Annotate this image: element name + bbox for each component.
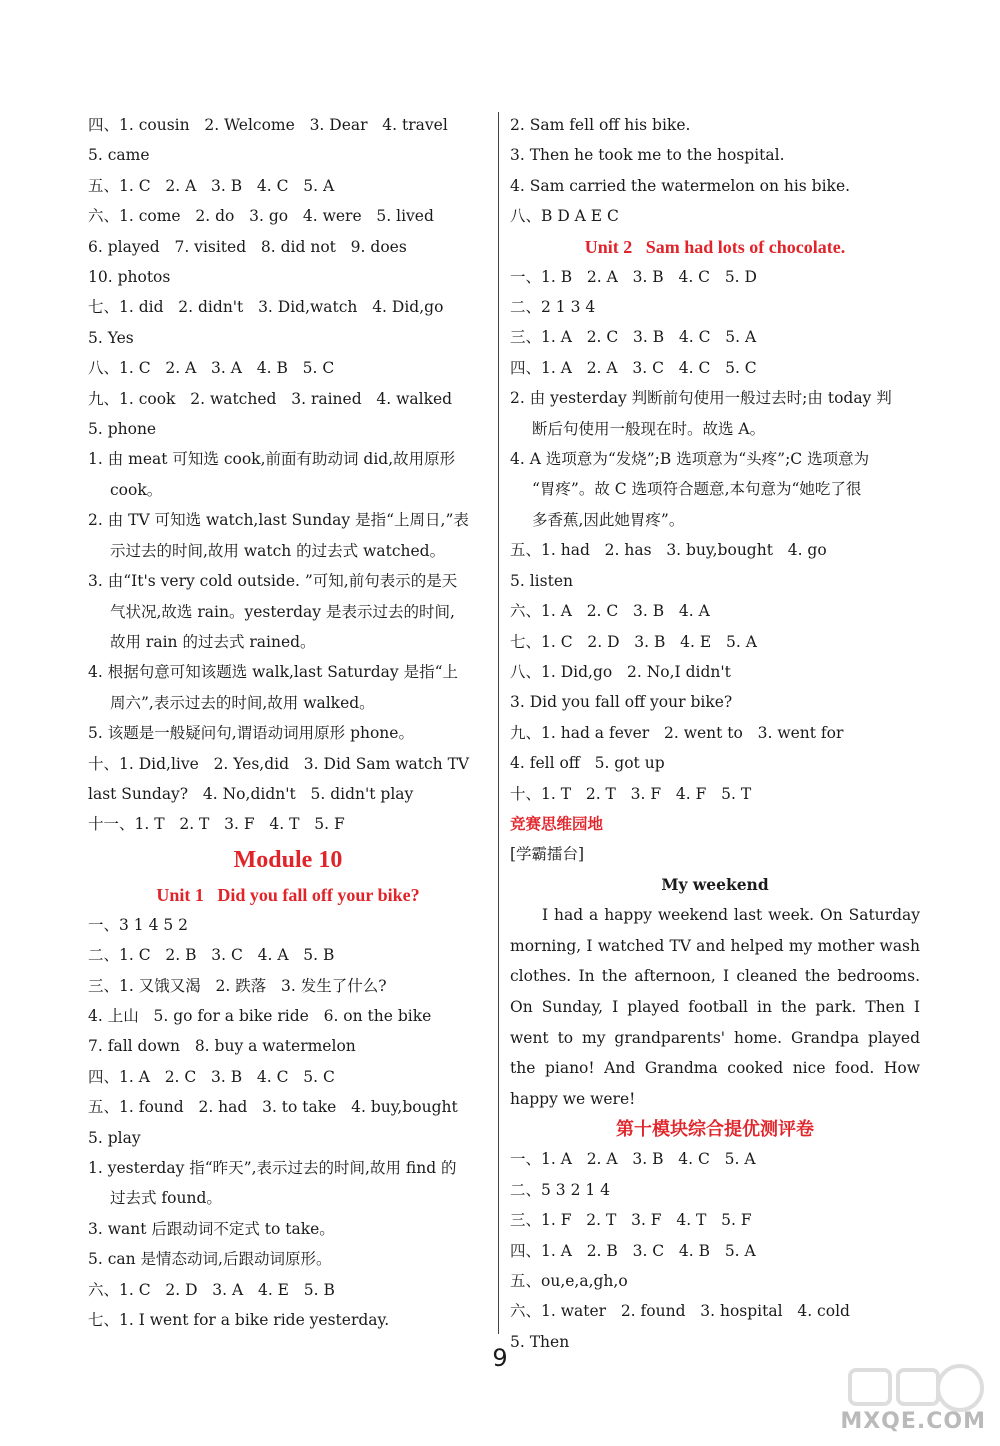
answer-line: 示过去的时间,故用 watch 的过去式 watched。 [110, 541, 446, 560]
answer-line: 二、2 1 3 4 [510, 298, 596, 317]
answer-line: cook。 [110, 480, 163, 499]
unit-1-title: Unit 1 Did you fall off your bike? [156, 884, 420, 905]
answer-line: 四、1. A 2. B 3. C 4. B 5. A [510, 1241, 756, 1260]
answer-line: 七、1. did 2. didn't 3. Did,watch 4. Did,go [88, 298, 444, 317]
answer-line: 七、1. C 2. D 3. B 4. E 5. A [510, 632, 757, 651]
answer-line: 七、1. I went for a bike ride yesterday. [88, 1311, 390, 1330]
answer-line: 5. came [88, 146, 150, 165]
answer-line: 五、ou,e,a,gh,o [510, 1271, 628, 1290]
answer-line: 1. yesterday 指“昨天”,表示过去的时间,故用 find 的 [88, 1159, 457, 1177]
answer-line: 断后句使用一般现在时。故选 A。 [532, 419, 766, 438]
answer-line: 周六”,表示过去的时间,故用 walked。 [110, 693, 375, 712]
answer-lines-group [88, 910, 488, 1336]
answer-line: 一、1. A 2. A 3. B 4. C 5. A [510, 1150, 756, 1169]
answer-line: 3. Then he took me to the hospital. [510, 146, 785, 165]
answer-line: 10. photos [88, 268, 171, 287]
answer-line: 3. Did you fall off your bike? [510, 693, 733, 712]
answer-line: 三、1. A 2. C 3. B 4. C 5. A [510, 328, 757, 347]
answer-lines-group [88, 110, 488, 840]
answer-line: 八、1. C 2. A 3. A 4. B 5. C [88, 359, 335, 378]
unit-2-title: Unit 2 Sam had lots of chocolate. [584, 236, 846, 257]
answer-line: 二、1. C 2. B 3. C 4. A 5. B [88, 946, 335, 965]
answer-lines-group [510, 262, 920, 809]
answer-line: 过去式 found。 [110, 1189, 222, 1208]
answer-line: 十、1. T 2. T 3. F 4. F 5. T [510, 784, 752, 803]
answer-line: 5. can 是情态动词,后跟动词原形。 [88, 1250, 332, 1269]
answer-line: 4. Sam carried the watermelon on his bike. [510, 176, 851, 195]
column-divider [498, 112, 499, 1334]
module-title: Module 10 [233, 846, 343, 873]
answer-line: 五、1. found 2. had 3. to take 4. buy,bought [88, 1098, 458, 1117]
answer-line: 4. 根据句意可知该题选 walk,last Saturday 是指“上 [88, 663, 458, 682]
answer-line: “胃疼”。故 C 选项符合题意,本句意为“她吃了很 [532, 480, 862, 499]
answer-line: 5. 该题是一般疑问句,谓语动词用原形 phone。 [88, 724, 414, 743]
answer-line: 十一、1. T 2. T 3. F 4. T 5. F [88, 815, 345, 834]
answer-line: 一、1. B 2. A 3. B 4. C 5. D [510, 267, 757, 286]
answer-line: 八、1. Did,go 2. No,I didn't [510, 662, 731, 681]
answer-line: 故用 rain 的过去式 rained。 [110, 632, 316, 651]
answer-line: 5. play [88, 1128, 141, 1147]
bracket-label: [学霸擂台] [510, 845, 585, 864]
answer-line: 4. 上山 5. go for a bike ride 6. on the bike [88, 1006, 432, 1025]
answer-line: 4. fell off 5. got up [510, 754, 665, 773]
left-column [88, 110, 488, 1335]
answer-line: 九、1. had a fever 2. went to 3. went for [510, 723, 844, 742]
answer-line: 7. fall down 8. buy a watermelon [88, 1037, 356, 1056]
answer-line: 4. A 选项意为“发烧”;B 选项意为“头疼”;C 选项意为 [510, 450, 870, 469]
answer-line: 2. Sam fell off his bike. [510, 116, 691, 134]
answer-line: 2. 由 yesterday 判断前句使用一般过去时;由 today 判 [510, 389, 892, 408]
answer-line: 五、1. C 2. A 3. B 4. C 5. A [88, 176, 335, 195]
answer-lines-group [510, 110, 920, 232]
answer-line: 六、1. come 2. do 3. go 4. were 5. lived [88, 207, 434, 226]
answer-line: 气状况,故选 rain。yesterday 是表示过去的时间, [110, 602, 455, 621]
answer-line: 四、1. A 2. A 3. C 4. C 5. C [510, 358, 757, 377]
answer-line: 四、1. cousin 2. Welcome 3. Dear 4. travel [88, 116, 448, 134]
answer-line: 3. want 后跟动词不定式 to take。 [88, 1219, 335, 1238]
answer-line: 二、5 3 2 1 4 [510, 1180, 611, 1199]
essay-title: My weekend [661, 874, 769, 894]
answer-line: 六、1. A 2. C 3. B 4. A [510, 602, 710, 621]
watermark-text: MXQE.COM [840, 1409, 986, 1434]
answer-line: 5. Then [510, 1332, 570, 1351]
answer-lines-group [510, 1144, 920, 1357]
answer-line: 八、B D A E C [510, 207, 619, 226]
answer-line: 一、3 1 4 5 2 [88, 915, 189, 934]
answer-line: 5. Yes [88, 328, 134, 347]
answer-line: 四、1. A 2. C 3. B 4. C 5. C [88, 1067, 335, 1086]
contest-section-label: 竞赛思维园地 [510, 813, 604, 833]
answer-line: 五、1. had 2. has 3. buy,bought 4. go [510, 541, 827, 560]
answer-line: last Sunday? 4. No,didn't 5. didn't play [88, 784, 414, 803]
page-number: 9 [492, 1344, 508, 1372]
answer-line: 2. 由 TV 可知选 watch,last Sunday 是指“上周日,”表 [88, 511, 469, 530]
answer-line: 5. phone [88, 420, 157, 439]
answer-line: 三、1. 又饿又渴 2. 跌落 3. 发生了什么? [88, 976, 387, 995]
right-column [510, 110, 920, 1357]
answer-line: 十、1. Did,live 2. Yes,did 3. Did Sam watch TV [88, 754, 470, 773]
answer-line: 三、1. F 2. T 3. F 4. T 5. F [510, 1211, 752, 1230]
answer-line: 6. played 7. visited 8. did not 9. does [88, 237, 407, 256]
answer-line: 5. listen [510, 571, 573, 590]
answer-line: 3. 由“It's very cold outside. ”可知,前句表示的是天 [88, 572, 458, 591]
essay-paragraph: I had a happy weekend last week. On Saturday morning, I watched TV and helped my mother wash clothes. In the afternoon, I cleaned the bedrooms. On Sunday, I played football in the park. Then I went to my grandparents' home. Grandpa played the piano! And Grandma cooked nice food. How happy we were! [510, 906, 920, 1108]
answer-line: 九、1. cook 2. watched 3. rained 4. walked [88, 389, 453, 408]
answer-line: 1. 由 meat 可知选 cook,前面有助动词 did,故用原形 [88, 450, 456, 469]
answer-line: 多香蕉,因此她胃疼”。 [532, 510, 685, 529]
test-title: 第十模块综合提优测评卷 [616, 1119, 814, 1140]
answer-line: 六、1. water 2. found 3. hospital 4. cold [510, 1302, 850, 1321]
answer-line: 六、1. C 2. D 3. A 4. E 5. B [88, 1280, 335, 1299]
